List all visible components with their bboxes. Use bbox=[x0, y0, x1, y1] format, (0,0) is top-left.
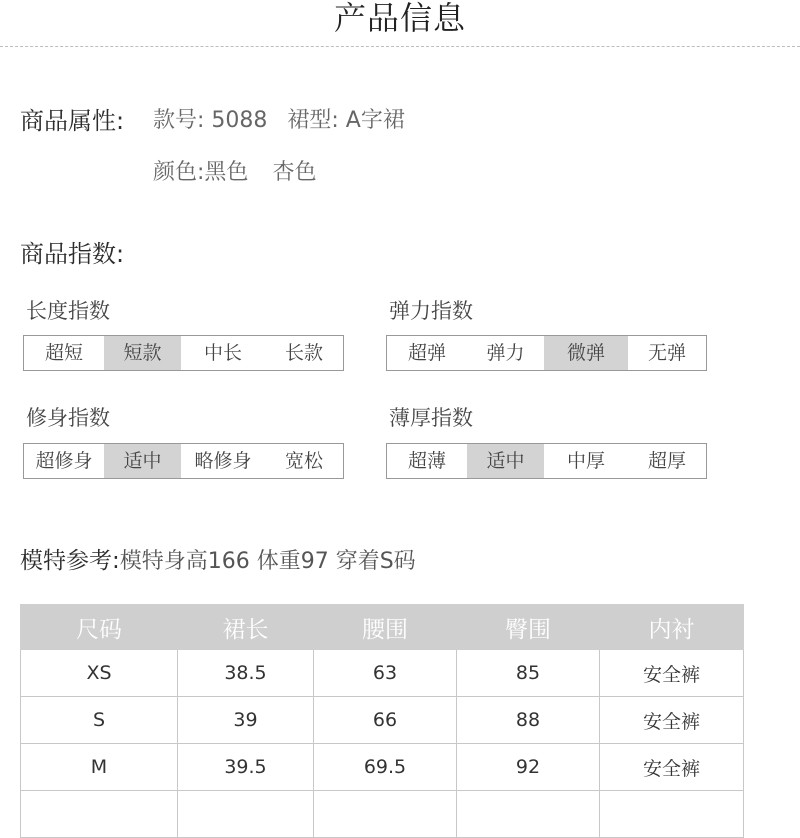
elasticity-option: 无弹 bbox=[647, 342, 686, 364]
elasticity-option: 超弹 bbox=[407, 342, 446, 364]
table-cell: 39.5 bbox=[178, 744, 314, 791]
length-index-scale bbox=[23, 335, 344, 371]
table-row bbox=[21, 744, 744, 791]
elasticity-option: 弹力 bbox=[486, 342, 525, 364]
length-option: 短款 bbox=[104, 336, 181, 370]
fit-option: 宽松 bbox=[284, 450, 323, 472]
thickness-option: 适中 bbox=[467, 444, 544, 478]
fit-option: 超修身 bbox=[35, 450, 93, 472]
elasticity-index-scale bbox=[386, 335, 707, 371]
header-waist: 腰围 bbox=[314, 605, 457, 650]
table-cell: 88 bbox=[457, 697, 600, 744]
length-option: 中长 bbox=[203, 342, 242, 364]
fit-index-scale bbox=[23, 443, 344, 479]
attributes-line-2 bbox=[153, 158, 316, 188]
length-option: 超短 bbox=[44, 342, 83, 364]
fit-option: 略修身 bbox=[194, 450, 252, 472]
header-lining: 内衬 bbox=[600, 605, 744, 650]
page-title: 产品信息 bbox=[333, 0, 466, 37]
skirt-type: 裙型: A字裙 bbox=[287, 108, 405, 133]
color-label: 颜色: bbox=[153, 160, 205, 185]
table-cell: 66 bbox=[314, 697, 457, 744]
model-label: 模特参考: bbox=[20, 548, 120, 574]
model-info: 模特身高166 体重97 穿着S码 bbox=[119, 549, 416, 574]
color-black: 黑色 bbox=[204, 160, 249, 185]
attributes-label: 商品属性: bbox=[20, 107, 125, 135]
table-cell: 安全裤 bbox=[600, 697, 744, 744]
thickness-index-scale bbox=[386, 443, 707, 479]
table-cell: 安全裤 bbox=[600, 744, 744, 791]
header-size: 尺码 bbox=[21, 605, 178, 650]
table-cell: 63 bbox=[314, 650, 457, 697]
length-index-title: 长度指数 bbox=[26, 299, 110, 323]
table-row bbox=[21, 697, 744, 744]
table-cell: 69.5 bbox=[314, 744, 457, 791]
thickness-option: 超厚 bbox=[647, 450, 686, 472]
header-skirt-length: 裙长 bbox=[178, 605, 314, 650]
length-option: 长款 bbox=[284, 342, 323, 364]
color-apricot: 杏色 bbox=[272, 160, 317, 185]
table-cell: S bbox=[21, 697, 178, 744]
indices-label: 商品指数: bbox=[20, 240, 125, 268]
elasticity-index-title: 弹力指数 bbox=[389, 299, 473, 323]
table-row bbox=[21, 650, 744, 697]
header-hip: 臀围 bbox=[457, 605, 600, 650]
table-cell: 38.5 bbox=[178, 650, 314, 697]
table-cell: 安全裤 bbox=[600, 650, 744, 697]
attributes-line-1 bbox=[153, 106, 405, 136]
thickness-option: 超薄 bbox=[407, 450, 446, 472]
model-reference bbox=[20, 546, 416, 577]
table-cell: 92 bbox=[457, 744, 600, 791]
size-table bbox=[20, 604, 744, 838]
table-row bbox=[21, 791, 744, 838]
style-number: 款号: 5088 bbox=[153, 108, 268, 133]
table-cell: 85 bbox=[457, 650, 600, 697]
thickness-option: 中厚 bbox=[566, 450, 605, 472]
fit-option: 适中 bbox=[104, 444, 181, 478]
table-cell: 39 bbox=[178, 697, 314, 744]
dashed-divider bbox=[0, 46, 800, 47]
table-cell: XS bbox=[21, 650, 178, 697]
elasticity-option: 微弹 bbox=[544, 336, 628, 370]
fit-index-title: 修身指数 bbox=[26, 406, 110, 430]
size-table-header-row bbox=[21, 605, 744, 650]
thickness-index-title: 薄厚指数 bbox=[389, 406, 473, 430]
table-cell: M bbox=[21, 744, 178, 791]
